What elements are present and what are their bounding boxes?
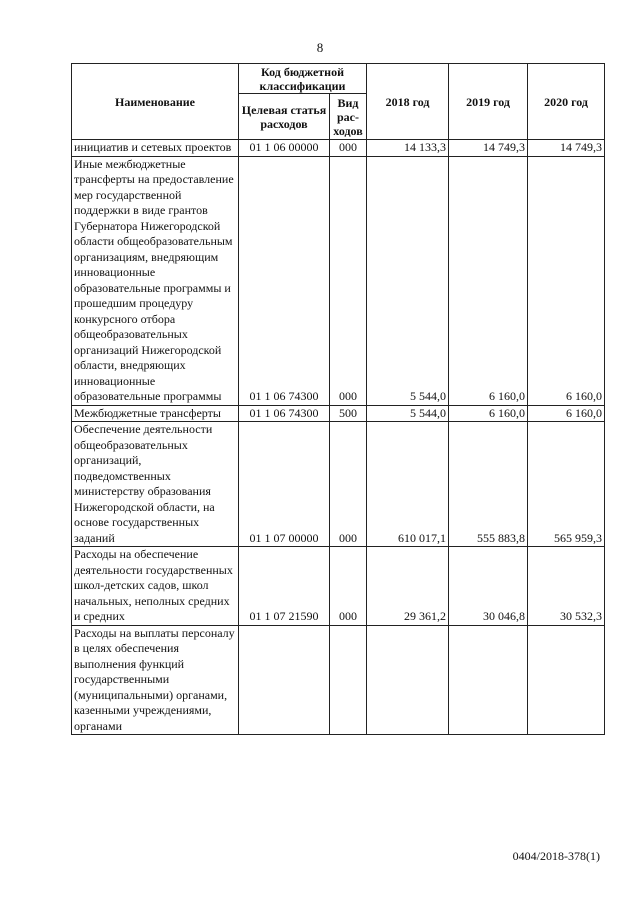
header-type: Вид рас-ходов <box>330 94 367 140</box>
document-code: 0404/2018-378(1) <box>512 849 600 863</box>
table-row <box>72 547 605 626</box>
row-2018: 29 361,2 <box>367 547 449 626</box>
row-name: Расходы на выплаты персоналу в целях обеспечения выполнения функций государственными (муниципальными) органами, казенными учреждениями, органами <box>72 625 239 735</box>
row-2019: 30 046,8 <box>449 547 528 626</box>
row-name: Иные межбюджетные трансферты на предоставление мер государственной поддержки в виде грантов Губернатора Нижегородской области общеобразовательным организациям, внедряющим инновационные образовательные программы и прошедшим процедуру конкурсного отбора общеобразовательных организаций Нижегородской области, внедряющих инновационные образовательные программы <box>72 156 239 405</box>
row-2020: 14 749,3 <box>528 140 605 157</box>
row-type: 000 <box>330 140 367 157</box>
row-2020 <box>528 625 605 735</box>
table-row <box>72 140 605 157</box>
table-row <box>72 422 605 547</box>
row-code <box>239 625 330 735</box>
row-type: 500 <box>330 405 367 422</box>
row-name: инициатив и сетевых проектов <box>72 140 239 157</box>
row-type: 000 <box>330 547 367 626</box>
row-type: 000 <box>330 156 367 405</box>
row-name: Межбюджетные трансферты <box>72 405 239 422</box>
row-2018: 5 544,0 <box>367 156 449 405</box>
row-name: Расходы на обеспечение деятельности государственных школ-детских садов, школ начальных, неполных средних и средних <box>72 547 239 626</box>
row-name: Обеспечение деятельности общеобразовательных организаций, подведомственных министерству образования Нижегородской области, на основе государственных заданий <box>72 422 239 547</box>
table-row <box>72 156 605 405</box>
header-name: Наименование <box>72 64 239 140</box>
row-2020: 6 160,0 <box>528 156 605 405</box>
row-2019: 6 160,0 <box>449 405 528 422</box>
row-2019: 555 883,8 <box>449 422 528 547</box>
row-code: 01 1 07 00000 <box>239 422 330 547</box>
row-2018: 5 544,0 <box>367 405 449 422</box>
row-code: 01 1 06 00000 <box>239 140 330 157</box>
row-2018 <box>367 625 449 735</box>
table-row <box>72 405 605 422</box>
header-target: Целевая статья расходов <box>239 94 330 140</box>
header-2020: 2020 год <box>528 64 605 140</box>
table-row <box>72 625 605 735</box>
header-2019: 2019 год <box>449 64 528 140</box>
header-kbk: Код бюджетной классификации <box>239 64 367 94</box>
row-2018: 14 133,3 <box>367 140 449 157</box>
row-2019: 6 160,0 <box>449 156 528 405</box>
row-code: 01 1 06 74300 <box>239 156 330 405</box>
row-2020: 30 532,3 <box>528 547 605 626</box>
page-number: 8 <box>316 40 324 55</box>
row-code: 01 1 06 74300 <box>239 405 330 422</box>
row-2019 <box>449 625 528 735</box>
row-2018: 610 017,1 <box>367 422 449 547</box>
header-2018: 2018 год <box>367 64 449 140</box>
row-type <box>330 625 367 735</box>
row-2020: 6 160,0 <box>528 405 605 422</box>
row-type: 000 <box>330 422 367 547</box>
budget-table <box>71 63 605 735</box>
row-code: 01 1 07 21590 <box>239 547 330 626</box>
row-2019: 14 749,3 <box>449 140 528 157</box>
row-2020: 565 959,3 <box>528 422 605 547</box>
